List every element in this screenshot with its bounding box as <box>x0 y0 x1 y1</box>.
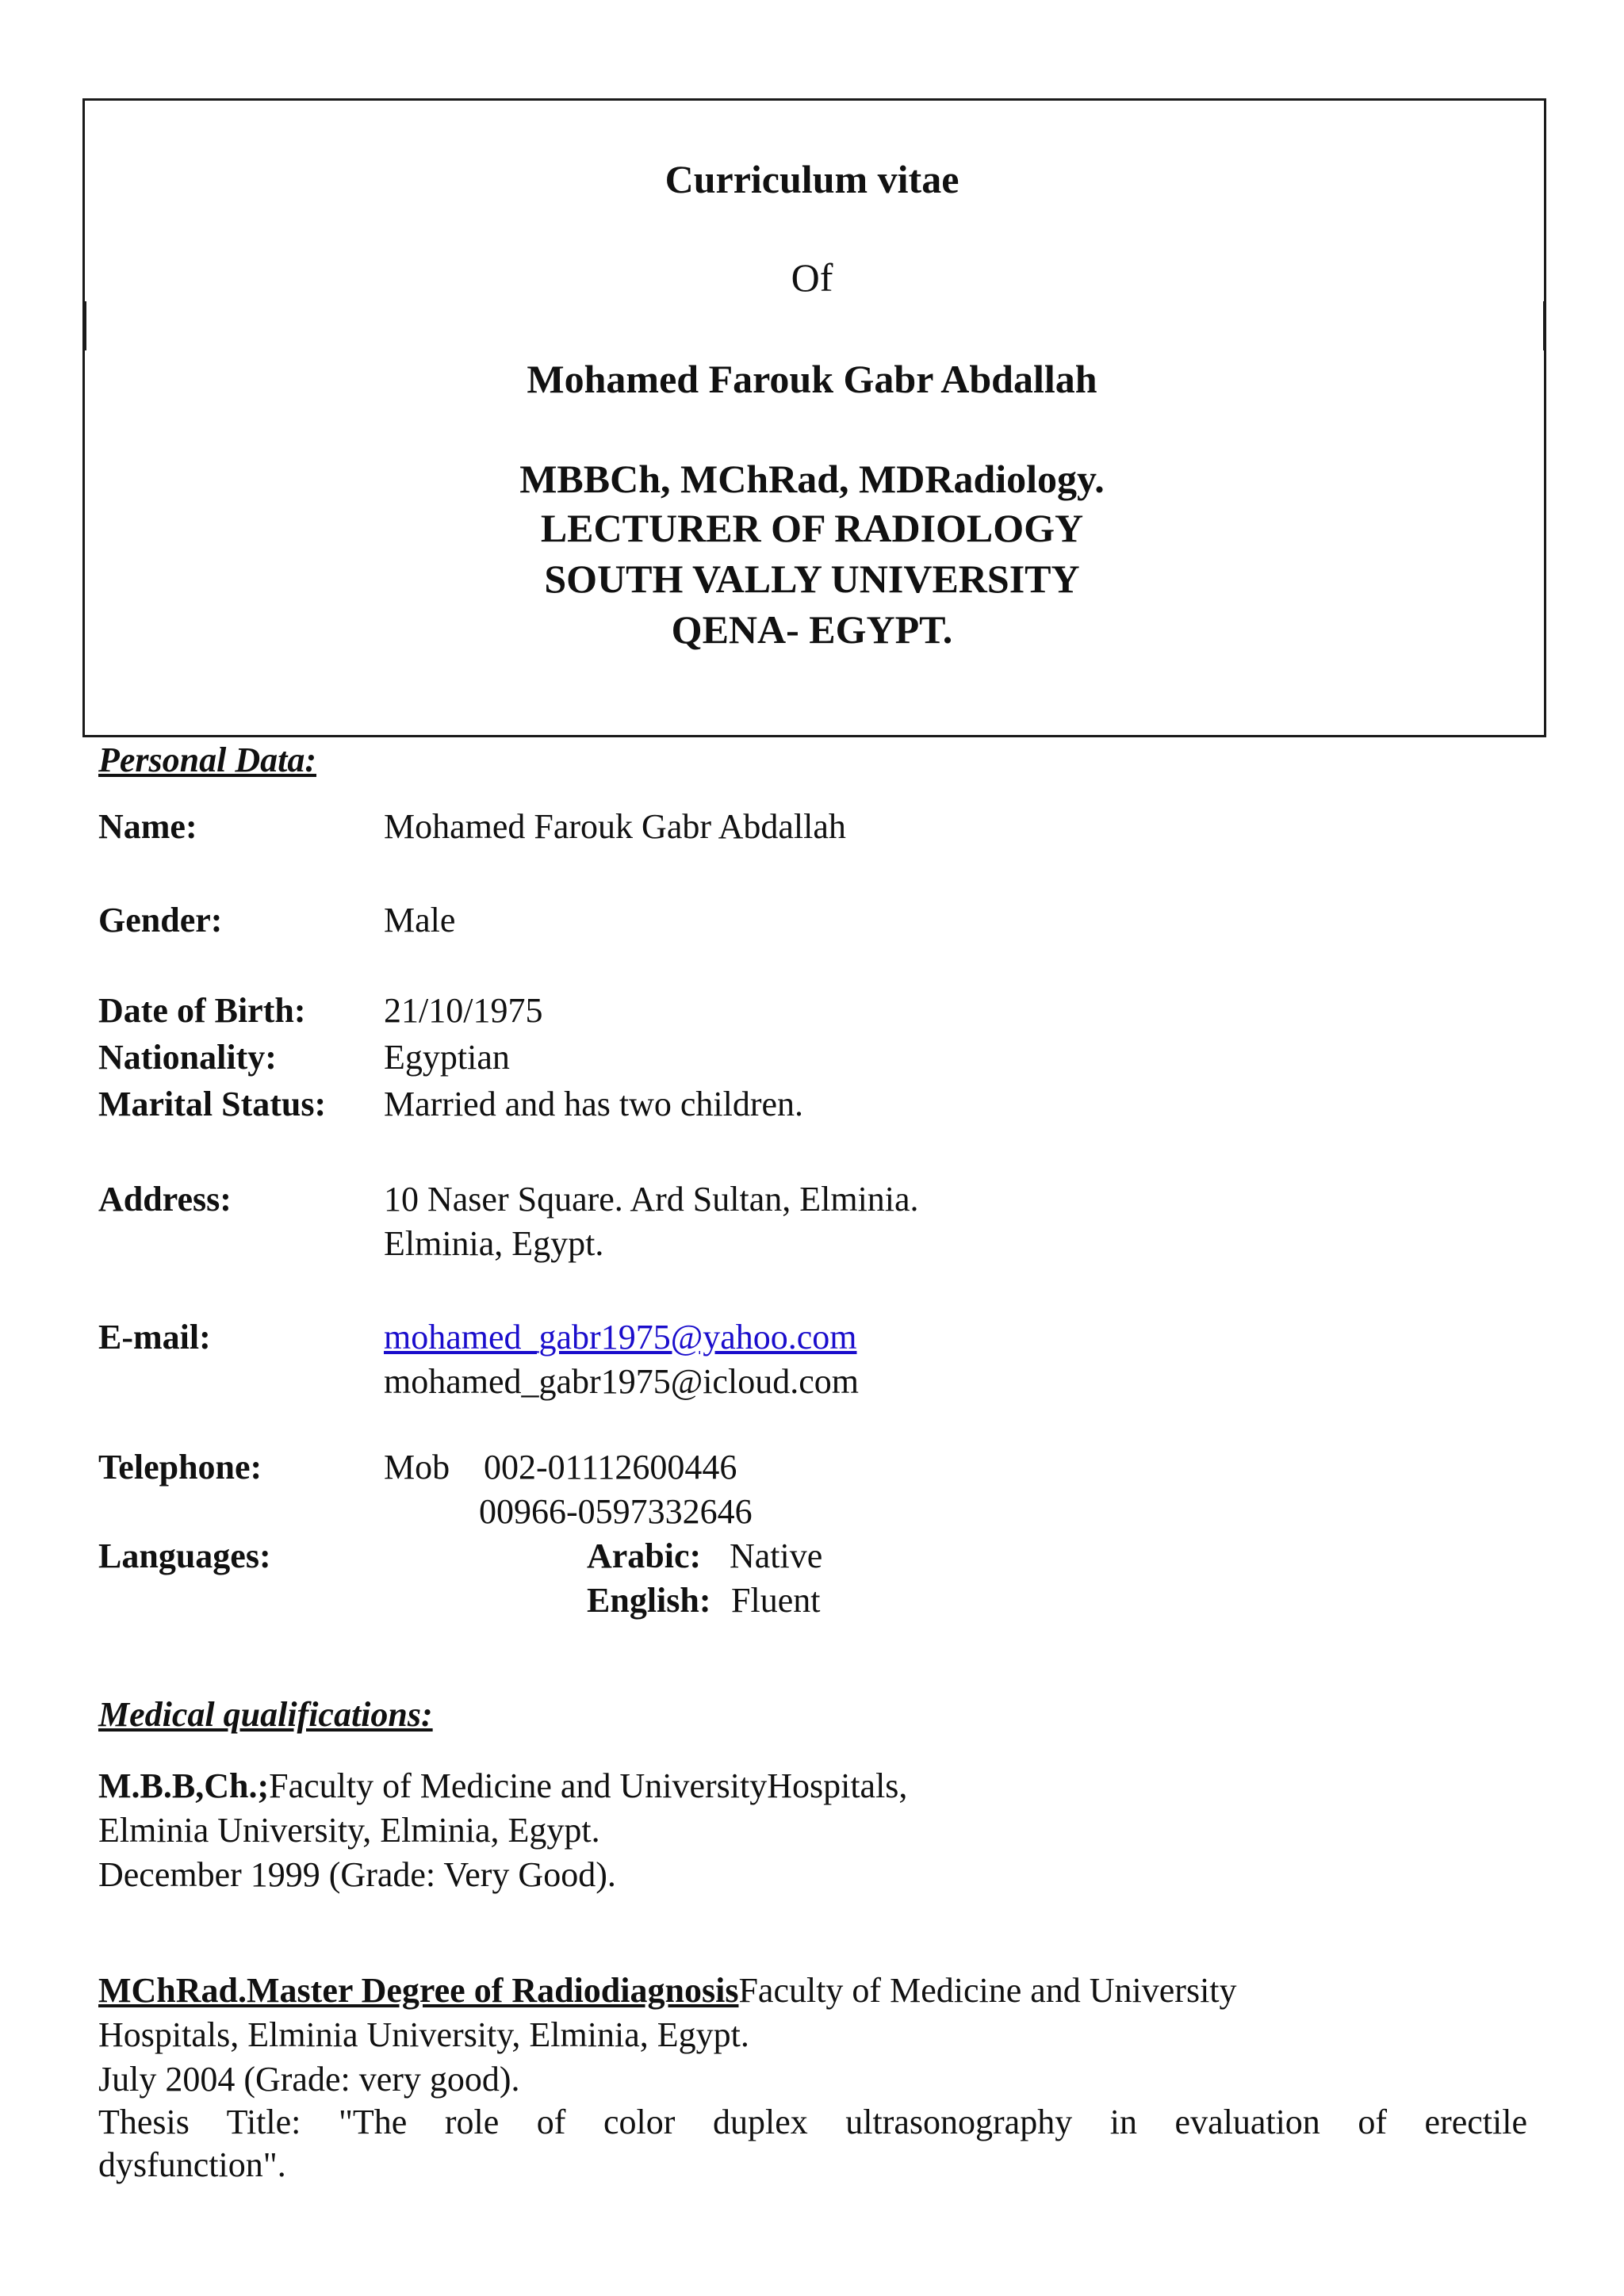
phone-2: 00966-0597332646 <box>479 1492 753 1531</box>
email-label: E-mail: <box>98 1318 211 1357</box>
mchrad-date-grade: July 2004 (Grade: very good). <box>98 2060 520 2099</box>
language-english-label: English: <box>587 1581 711 1620</box>
cv-owner-name: Mohamed Farouk Gabr Abdallah <box>527 357 1097 401</box>
mchrad-institution: Faculty of Medicine and University <box>738 1971 1237 2010</box>
email-icloud: mohamed_gabr1975@icloud.com <box>384 1362 859 1401</box>
cv-of: Of <box>791 255 833 300</box>
mbbch-title: M.B.B,Ch.; <box>98 1766 270 1805</box>
gender-value: Male <box>384 901 456 939</box>
phone-1: 002-01112600446 <box>484 1448 737 1487</box>
marital-status-label: Marital Status: <box>98 1085 327 1123</box>
address-line-1: 10 Naser Square. Ard Sultan, Elminia. <box>384 1180 919 1219</box>
languages-label: Languages: <box>98 1536 271 1575</box>
telephone-label: Telephone: <box>98 1448 262 1487</box>
email-link-yahoo[interactable]: mohamed_gabr1975@yahoo.com <box>384 1318 857 1357</box>
header-box-mark-left <box>84 301 86 350</box>
mbbch-date-grade: December 1999 (Grade: Very Good). <box>98 1855 616 1894</box>
header-box-mark-right <box>1543 301 1545 350</box>
mbbch-location: Elminia University, Elminia, Egypt. <box>98 1811 600 1850</box>
medical-qualifications-heading: Medical qualifications: <box>98 1695 433 1734</box>
personal-data-heading: Personal Data: <box>98 740 316 779</box>
mob-label: Mob <box>384 1448 450 1487</box>
gender-label: Gender: <box>98 901 223 939</box>
dob-label: Date of Birth: <box>98 991 306 1030</box>
mbbch-institution: Faculty of Medicine and UniversityHospitals, <box>269 1766 908 1805</box>
language-arabic-label: Arabic: <box>587 1536 702 1575</box>
dob-value: 21/10/1975 <box>384 991 543 1030</box>
name-value: Mohamed Farouk Gabr Abdallah <box>384 807 846 846</box>
cv-degrees: MBBCh, MChRad, MDRadiology. <box>519 457 1105 501</box>
mchrad-entry <box>98 1969 1237 2012</box>
language-arabic-level: Native <box>730 1536 823 1575</box>
mbbch-entry <box>98 1765 907 1808</box>
address-line-2: Elminia, Egypt. <box>384 1224 604 1263</box>
cv-title: Curriculum vitae <box>665 157 959 201</box>
marital-status-value: Married and has two children. <box>384 1085 804 1123</box>
thesis-title-line-2: dysfunction". <box>98 2145 286 2184</box>
mchrad-location: Hospitals, Elminia University, Elminia, Egypt. <box>98 2015 749 2054</box>
mchrad-title: MChRad.Master Degree of Radiodiagnosis <box>98 1971 739 2010</box>
address-label: Address: <box>98 1180 232 1219</box>
cv-location: QENA- EGYPT. <box>671 607 953 652</box>
nationality-value: Egyptian <box>384 1038 510 1077</box>
cv-position: LECTURER OF RADIOLOGY <box>540 506 1084 550</box>
thesis-title-line-1: Thesis Title: "The role of color duplex ultrasonography in evaluation of erectile <box>98 2103 1527 2141</box>
nationality-label: Nationality: <box>98 1038 277 1077</box>
language-english-level: Fluent <box>731 1581 821 1620</box>
name-label: Name: <box>98 807 197 846</box>
cv-university: SOUTH VALLY UNIVERSITY <box>544 557 1080 601</box>
